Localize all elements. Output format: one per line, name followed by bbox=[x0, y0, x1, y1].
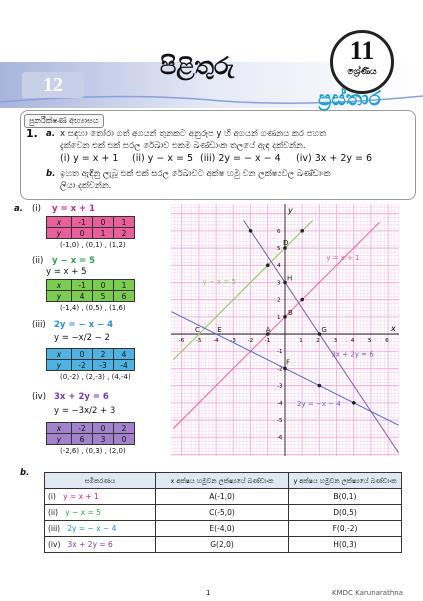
row-xcut: C(-5,0) bbox=[156, 505, 289, 521]
row-xcut: A(-1,0) bbox=[156, 489, 289, 505]
line-iv bbox=[244, 220, 399, 452]
table-cell: 2 bbox=[93, 349, 114, 360]
line-ii-label: y − x = 5 bbox=[202, 278, 236, 287]
intercept-label: G bbox=[321, 326, 327, 334]
header-y-intercept: y අක්ෂය හමුවන ලක්ෂ්‍යයේ ඛණ්ඩාංක bbox=[289, 473, 402, 489]
table-cell: 2 bbox=[114, 423, 135, 434]
y-tick-label: -5 bbox=[277, 418, 283, 424]
intercept-label: B bbox=[288, 308, 293, 317]
table-cell: -1 bbox=[72, 280, 93, 291]
x-tick-label: 6 bbox=[385, 338, 389, 344]
table-cell: 6 bbox=[72, 434, 93, 445]
plot-point bbox=[318, 384, 322, 388]
grade-label: ශ්‍රේණිය bbox=[347, 67, 377, 77]
page-title: පිළිතුරු bbox=[160, 52, 235, 80]
table-cell: 5 bbox=[93, 291, 114, 302]
table-row bbox=[45, 505, 402, 521]
row-num: (ii) bbox=[48, 508, 59, 517]
x-tick-label: -5 bbox=[196, 338, 202, 344]
table-cell: -1 bbox=[72, 217, 93, 228]
table-cell: -2 bbox=[72, 423, 93, 434]
points-3: (0,-2) , (2,-3) , (4,-4) bbox=[60, 373, 131, 381]
table-cell: 0 bbox=[72, 228, 93, 239]
x-tick-label: -4 bbox=[213, 338, 219, 344]
item-4-eq: 3x + 2y = 6 bbox=[54, 392, 109, 402]
row-eq: 2y = − x − 4 bbox=[67, 524, 117, 533]
row-num: (i) bbox=[48, 492, 56, 501]
y-tick-label: -4 bbox=[277, 400, 283, 407]
x-tick-label: -2 bbox=[247, 338, 254, 344]
table-head-y: y bbox=[47, 291, 72, 302]
item-4-rewrite: y = −3x/2 + 3 bbox=[54, 406, 116, 416]
row-xcut: G(2,0) bbox=[156, 537, 289, 553]
row-ycut: F(0,-2) bbox=[289, 521, 402, 537]
table-cell: -4 bbox=[114, 360, 135, 371]
line-iii-label: 2y = −x − 4 bbox=[297, 400, 341, 409]
y-axis-label: y bbox=[288, 206, 293, 215]
summary-table bbox=[44, 472, 402, 553]
table-row bbox=[45, 521, 402, 537]
plot-point bbox=[283, 367, 287, 371]
x-tick-label: -6 bbox=[178, 338, 185, 344]
table-head-x: x bbox=[47, 280, 72, 291]
table-row bbox=[45, 489, 402, 505]
plot-point bbox=[249, 229, 253, 233]
table-head-x: x bbox=[47, 349, 72, 360]
x-tick-label: 1 bbox=[299, 338, 303, 344]
table-cell: 1 bbox=[93, 228, 114, 239]
review-heading: පුනරීක්ෂණ අභ්‍යාසය bbox=[24, 114, 104, 128]
y-tick-label: 6 bbox=[277, 228, 281, 235]
equation-3: (iii) 2y = − x − 4 bbox=[200, 153, 281, 164]
row-ycut: B(0,1) bbox=[289, 489, 402, 505]
table-cell: -2 bbox=[72, 360, 93, 371]
author-credit: KMDC Karunarathna bbox=[332, 589, 404, 597]
row-eq: y − x = 5 bbox=[65, 508, 101, 517]
part-a-label: a. bbox=[46, 129, 55, 139]
row-eq: y = x + 1 bbox=[63, 492, 99, 501]
table-cell: 0 bbox=[93, 423, 114, 434]
equation-1: (i) y = x + 1 bbox=[60, 153, 119, 164]
grade-badge bbox=[330, 30, 394, 94]
line-ii bbox=[173, 220, 312, 359]
table-cell: 0 bbox=[93, 217, 114, 228]
table-head-y: y bbox=[47, 360, 72, 371]
value-table-2 bbox=[46, 279, 135, 302]
y-tick-label: 5 bbox=[277, 246, 281, 252]
question-number: 1. bbox=[26, 127, 38, 140]
table-cell: 3 bbox=[93, 434, 114, 445]
table-cell: 0 bbox=[93, 280, 114, 291]
equation-2: (ii) y − x = 5 bbox=[132, 153, 193, 164]
x-tick-label: 4 bbox=[350, 338, 355, 344]
item-3-num: (iii) bbox=[32, 320, 46, 330]
part-b-text-2: ලියා දක්වන්න. bbox=[60, 181, 112, 191]
intercept-label: D bbox=[283, 239, 289, 247]
intercept-label: C bbox=[195, 326, 200, 334]
table-cell: 1 bbox=[114, 280, 135, 291]
plot-point bbox=[266, 263, 270, 267]
item-2-rewrite: y = x + 5 bbox=[46, 267, 87, 277]
x-tick-label: -1 bbox=[264, 338, 271, 344]
table-cell: 0 bbox=[114, 434, 135, 445]
y-tick-label: 1 bbox=[277, 314, 281, 321]
y-tick-label: -2 bbox=[277, 366, 283, 373]
item-4-num: (iv) bbox=[32, 392, 47, 402]
y-tick-label: -6 bbox=[277, 435, 283, 442]
answer-a-label: a. bbox=[14, 204, 23, 214]
y-tick-label: 3 bbox=[277, 280, 281, 287]
y-tick-label: 2 bbox=[277, 297, 281, 304]
intercept-label: F bbox=[286, 358, 291, 367]
table-cell: 0 bbox=[72, 349, 93, 360]
row-num: (iii) bbox=[48, 524, 61, 533]
x-tick-label: 3 bbox=[333, 338, 338, 344]
part-a-text-2: දැක්වෙන එක් එක් සරල රේඛාව එකම ඛණ්ඩාංක තලයේ ඇඳ දක්වන්න. bbox=[60, 141, 306, 151]
x-tick-label: -3 bbox=[230, 338, 236, 344]
summary-header-row bbox=[45, 473, 402, 489]
plot-point bbox=[283, 315, 287, 319]
x-axis-label: x bbox=[391, 324, 396, 333]
table-head-x: x bbox=[47, 423, 72, 434]
intercept-label: E bbox=[217, 326, 222, 334]
equation-4: (iv) 3x + 2y = 6 bbox=[296, 153, 373, 164]
table-cell: 1 bbox=[114, 217, 135, 228]
value-table-3 bbox=[46, 348, 135, 371]
x-tick-label: 2 bbox=[316, 338, 320, 344]
row-xcut: E(-4,0) bbox=[156, 521, 289, 537]
points-4: (-2,6) , (0,3) , (2,0) bbox=[60, 447, 126, 455]
page-number: 1 bbox=[206, 589, 211, 597]
item-1-num: (i) bbox=[32, 204, 41, 214]
item-2-num: (ii) bbox=[32, 256, 44, 266]
line-i-label: y = x + 1 bbox=[326, 254, 360, 263]
coordinate-graph bbox=[171, 204, 399, 456]
y-tick-label: -1 bbox=[277, 349, 283, 356]
y-tick-label: 4 bbox=[277, 263, 281, 270]
y-tick-label: -3 bbox=[277, 383, 283, 390]
line-iv-label: 3x + 2y = 6 bbox=[331, 350, 374, 359]
points-2: (-1,4) , (0,5) , (1,6) bbox=[60, 304, 126, 312]
header-equation: සමීකරණය bbox=[45, 473, 156, 489]
header-x-intercept: x අක්ෂය හමුවන ලක්ෂ්‍යයේ ඛණ්ඩාංක bbox=[156, 473, 289, 489]
unit-number: 12 bbox=[22, 72, 84, 98]
item-1-eq: y = x + 1 bbox=[52, 204, 96, 214]
table-cell: 2 bbox=[114, 228, 135, 239]
plot-point bbox=[352, 401, 356, 405]
table-cell: 6 bbox=[114, 291, 135, 302]
part-a-text-1: x සඳහා තෝරා ගත් අගයන් තුනකට අනුරූප y හි අගයන් ගණනය කර පහත bbox=[60, 129, 326, 139]
row-ycut: H(0,3) bbox=[289, 537, 402, 553]
plot-point bbox=[300, 298, 304, 302]
x-tick-label: 5 bbox=[368, 338, 372, 344]
table-head-y: y bbox=[47, 434, 72, 445]
table-head-x: x bbox=[47, 217, 72, 228]
grade-number: 11 bbox=[349, 36, 375, 65]
item-3-rewrite: y = −x/2 − 2 bbox=[54, 333, 110, 343]
part-b-label: b. bbox=[46, 169, 56, 179]
subject-title: ප්‍රස්තාර bbox=[318, 86, 381, 110]
table-cell: -3 bbox=[93, 360, 114, 371]
table-row bbox=[45, 537, 402, 553]
table-cell: 4 bbox=[114, 349, 135, 360]
intercept-label: H bbox=[287, 274, 293, 283]
points-1: (-1,0) , (0,1) , (1,2) bbox=[60, 241, 126, 249]
answer-b-label: b. bbox=[20, 468, 30, 478]
intercept-label: A bbox=[265, 326, 271, 334]
table-head-y: y bbox=[47, 228, 72, 239]
value-table-4 bbox=[46, 422, 135, 445]
value-table-1 bbox=[46, 216, 135, 239]
table-cell: 4 bbox=[72, 291, 93, 302]
part-b-text-1: ඉහත ඇඳීනු ලැබූ එක් එක් සරල රේඛාවට අක්ෂ හමු වන ලක්ෂ්‍යවල ඛණ්ඩාංක bbox=[60, 169, 331, 179]
row-ycut: D(0,5) bbox=[289, 505, 402, 521]
row-num: (iv) bbox=[48, 540, 61, 549]
plot-point bbox=[300, 229, 304, 233]
row-eq: 3x + 2y = 6 bbox=[67, 540, 113, 549]
item-3-eq: 2y = − x − 4 bbox=[54, 320, 114, 330]
item-2-eq: y − x = 5 bbox=[52, 256, 96, 266]
